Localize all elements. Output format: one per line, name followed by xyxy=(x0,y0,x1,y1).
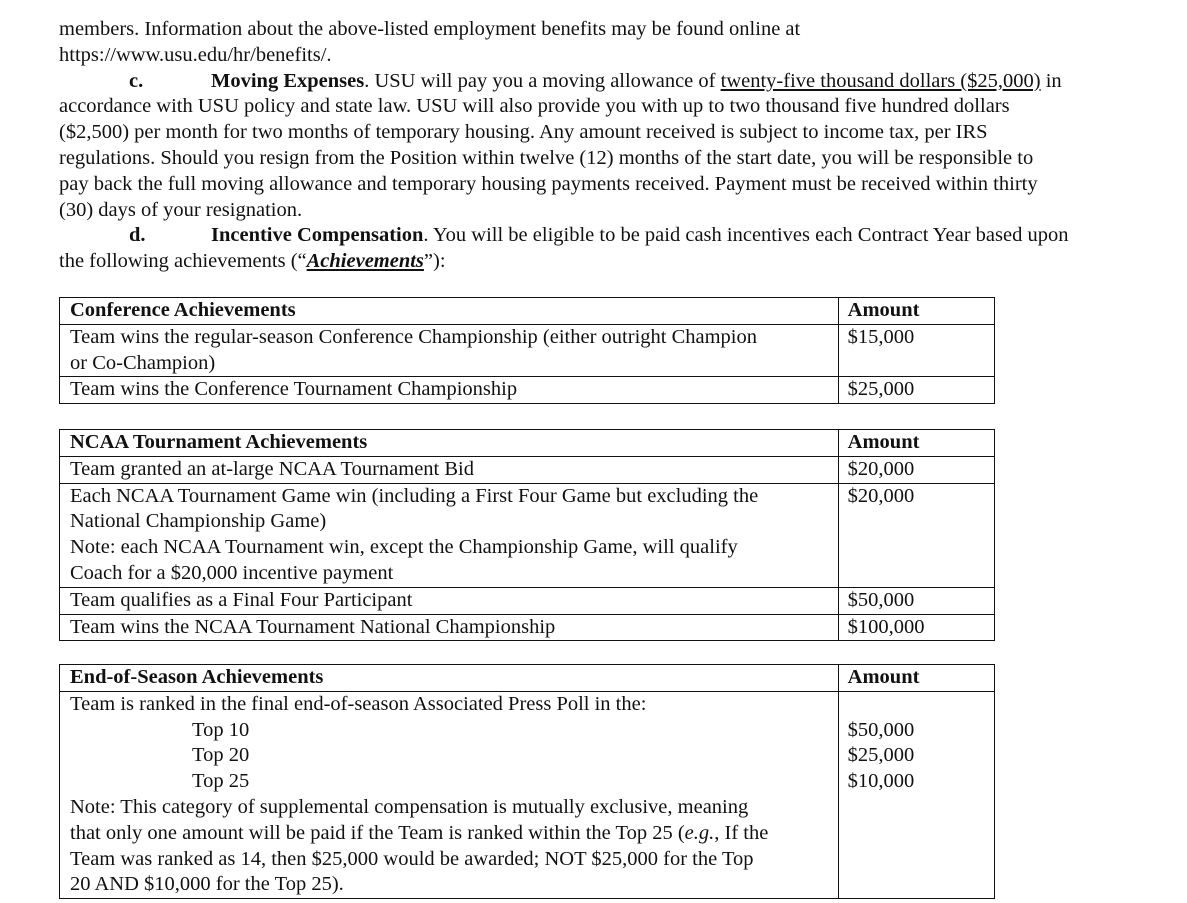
section-c-paragraph xyxy=(59,69,1129,224)
document-page xyxy=(59,17,1129,275)
note-text: , If the xyxy=(714,821,769,844)
section-d-line2-after: ”): xyxy=(423,250,446,273)
table-header-row xyxy=(60,298,995,325)
achievement-description: Team granted an at-large NCAA Tournament Bid xyxy=(60,456,839,483)
section-d-first-line xyxy=(59,223,1129,249)
rank-label: Top 20 xyxy=(192,744,250,767)
table-row xyxy=(60,377,995,404)
section-c-line: regulations. Should you resign from the Position within twelve (12) months of the start date, you will be responsible to xyxy=(59,146,1034,169)
section-c-label: c. xyxy=(129,69,144,92)
note-eg: e.g. xyxy=(684,821,715,844)
conference-achievements-table xyxy=(59,297,995,404)
rank-amount: $25,000 xyxy=(847,744,915,767)
table-header-row xyxy=(60,430,995,457)
section-c-line: accordance with USU policy and state law. USU will also provide you with up to two thousand five hundred dollars xyxy=(59,95,1010,118)
table-row xyxy=(60,614,995,641)
table-row xyxy=(60,483,995,587)
rank-amount: $10,000 xyxy=(847,770,915,793)
achievement-description xyxy=(60,324,839,377)
moving-allowance-amount: twenty-five thousand dollars ($25,000) xyxy=(720,69,1041,92)
description-line: or Co-Champion) xyxy=(70,351,216,374)
achievements-defined-term: Achievements xyxy=(306,250,424,273)
achievement-description: Team wins the NCAA Tournament National Championship xyxy=(60,614,839,641)
poll-intro: Team is ranked in the final end-of-season Associated Press Poll in the: xyxy=(70,692,647,715)
note-text: that only one amount will be paid if the Team is ranked within the Top 25 ( xyxy=(70,821,685,844)
rank-amount: $50,000 xyxy=(847,718,915,741)
achievement-amount: $20,000 xyxy=(838,483,994,587)
rank-label: Top 25 xyxy=(192,770,250,793)
benefits-url: https://www.usu.edu/hr/benefits/. xyxy=(59,43,332,66)
achievement-amount: $100,000 xyxy=(838,614,994,641)
section-c-line: ($2,500) per month for two months of temporary housing. Any amount received is subject to income tax, per IRS xyxy=(59,121,988,144)
section-c-tail: in xyxy=(1040,69,1062,92)
description-line: National Championship Game) xyxy=(70,510,327,533)
section-d-lead: . You will be eligible to be paid cash incentives each Contract Year based upon xyxy=(423,224,1069,247)
table-header-row xyxy=(60,665,995,692)
ncaa-achievements-table xyxy=(59,429,995,641)
section-d-second-line xyxy=(59,249,1129,275)
achievement-description xyxy=(60,483,839,587)
section-d-line2-before: the following achievements (“ xyxy=(59,250,307,273)
amount-spacer xyxy=(848,692,988,718)
note-line: Note: each NCAA Tournament win, except the Championship Game, will qualify xyxy=(70,536,738,559)
ncaa-header: NCAA Tournament Achievements xyxy=(60,430,839,457)
conference-header: Conference Achievements xyxy=(60,298,839,325)
eos-header: End-of-Season Achievements xyxy=(60,665,839,692)
table-row xyxy=(60,587,995,614)
rank-label: Top 10 xyxy=(192,718,250,741)
section-d-title: Incentive Compensation xyxy=(211,224,424,247)
achievement-description xyxy=(60,691,839,898)
intro-paragraph xyxy=(59,17,1129,69)
section-c-first-line xyxy=(59,69,1129,95)
section-c-lead: . USU will pay you a moving allowance of xyxy=(364,69,721,92)
section-c-line: (30) days of your resignation. xyxy=(59,198,303,221)
note-line: Note: This category of supplemental compensation is mutually exclusive, meaning xyxy=(70,795,749,818)
note-line: Team was ranked as 14, then $25,000 would be awarded; NOT $25,000 for the Top xyxy=(70,847,754,870)
achievement-amount: $15,000 xyxy=(838,324,994,377)
achievement-amount: $20,000 xyxy=(838,456,994,483)
table-row xyxy=(60,324,995,377)
table-row xyxy=(60,691,995,898)
amount-header: Amount xyxy=(838,665,994,692)
note-line: 20 AND $10,000 for the Top 25). xyxy=(70,873,344,896)
section-d-paragraph xyxy=(59,223,1129,275)
section-c-title: Moving Expenses xyxy=(211,69,365,92)
section-c-line: pay back the full moving allowance and temporary housing payments received. Payment must be received within thirty xyxy=(59,172,1038,195)
note-line: Coach for a $20,000 incentive payment xyxy=(70,561,394,584)
achievement-amount: $50,000 xyxy=(838,587,994,614)
achievement-description: Team qualifies as a Final Four Participant xyxy=(60,587,839,614)
note-line xyxy=(70,821,832,847)
achievement-description: Team wins the Conference Tournament Championship xyxy=(60,377,839,404)
achievement-amounts xyxy=(838,691,994,898)
end-of-season-achievements-table xyxy=(59,664,995,899)
amount-header: Amount xyxy=(838,298,994,325)
intro-line-1: members. Information about the above-listed employment benefits may be found online at xyxy=(59,18,801,40)
description-line: Each NCAA Tournament Game win (including a First Four Game but excluding the xyxy=(70,484,759,507)
amount-header: Amount xyxy=(838,430,994,457)
table-row xyxy=(60,456,995,483)
description-line: Team wins the regular-season Conference Championship (either outright Champion xyxy=(70,325,758,348)
achievement-amount: $25,000 xyxy=(838,377,994,404)
section-d-label: d. xyxy=(129,224,146,247)
